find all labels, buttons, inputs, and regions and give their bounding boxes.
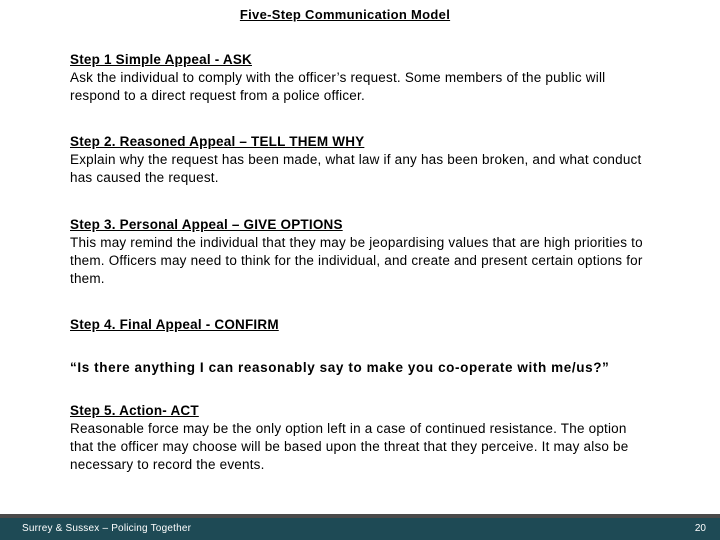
step-1-body: Ask the individual to comply with the officer’s request. Some members of the public will respond to a direct request from a police officer.	[70, 70, 606, 103]
step-4	[70, 316, 650, 334]
step-3	[70, 216, 650, 288]
step-2	[70, 133, 650, 187]
page-title: Five-Step Communication Model	[239, 7, 451, 22]
step-1	[70, 51, 650, 105]
step-5-heading: Step 5. Action- ACT	[70, 403, 199, 418]
step-2-body: Explain why the request has been made, what law if any has been broken, and what conduct has caused the request.	[70, 152, 642, 185]
step-3-heading: Step 3. Personal Appeal – GIVE OPTIONS	[70, 217, 343, 232]
footer-text: Surrey & Sussex – Policing Together	[22, 523, 192, 534]
step-5	[70, 402, 650, 474]
appeal-quote: “Is there anything I can reasonably say to make you co-operate with me/us?”	[70, 360, 610, 375]
step-4-heading: Step 4. Final Appeal - CONFIRM	[70, 317, 279, 332]
footer-bar	[0, 518, 720, 540]
page-number: 20	[694, 523, 706, 534]
step-3-body: This may remind the individual that they may be jeopardising values that are high priorities to them. Officers may need to think for the individual, and create and present certain options for them.	[70, 235, 643, 286]
step-5-body: Reasonable force may be the only option left in a case of continued resistance. The option that the officer may choose will be based upon the threat that they perceive. It may also be necessary to record the events.	[70, 421, 629, 472]
step-2-heading: Step 2. Reasoned Appeal – TELL THEM WHY	[70, 134, 365, 149]
step-1-heading: Step 1 Simple Appeal - ASK	[70, 52, 252, 67]
